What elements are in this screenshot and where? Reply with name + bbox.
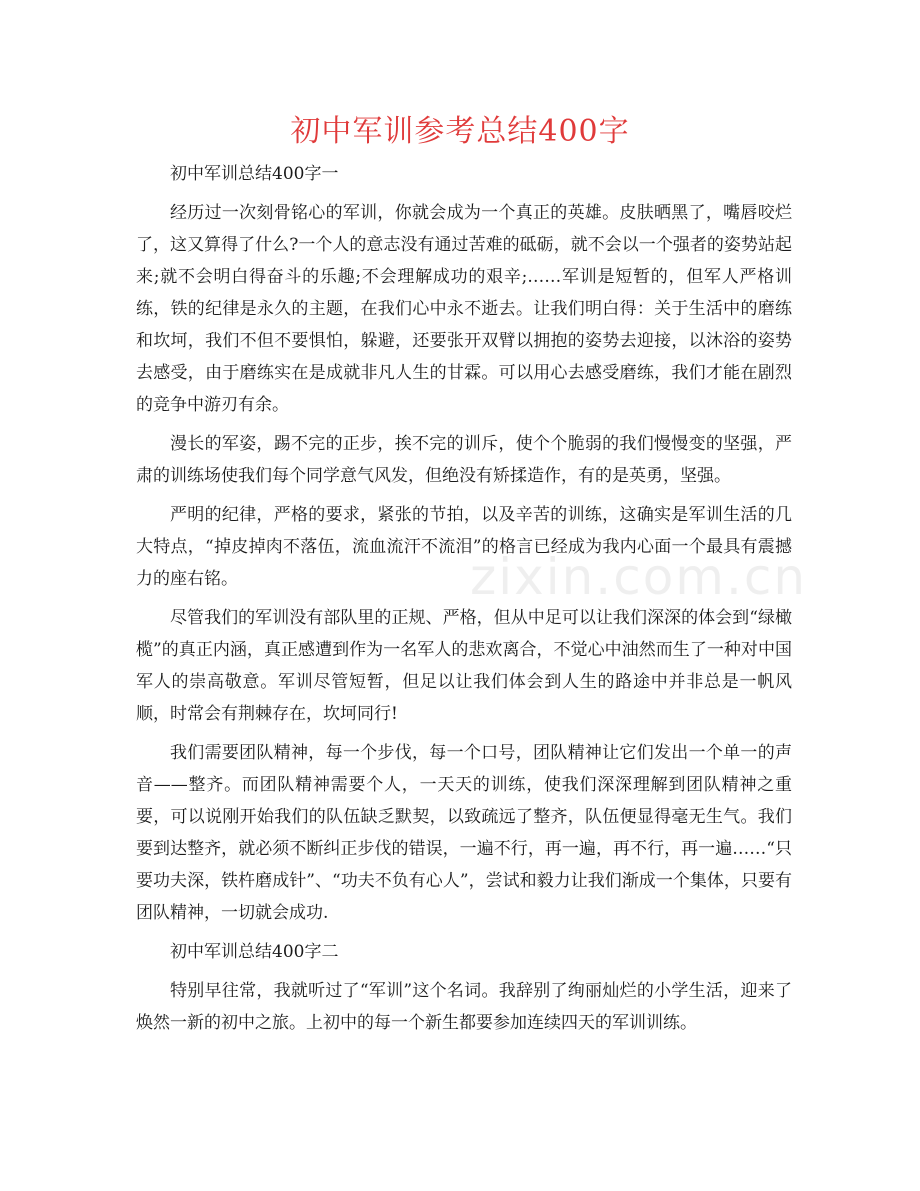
paragraph: 我们需要团队精神，每一个步伐，每一个口号，团队精神让它们发出一个单一的声音——整齐。而团队精神需要个人，一天天的训练，使我们深深理解到团队精神之重要，可以说刚开始我们的队伍缺乏默契，以致疏远了整齐，队伍便显得毫无生气。我们要到达整齐，就必须不断纠正步伐的错误，一遍不行，再一遍，再不行，再一遍……“只要功夫深，铁杵磨成针”、“功夫不负有心人”，尝试和毅力让我们渐成一个集体，只要有团队精神，一切就会成功. — [136, 743, 792, 923]
watermark: zixin.com.cn — [470, 548, 808, 606]
section-heading-1: 初中军训总结400字一 — [170, 164, 339, 184]
section-heading-2: 初中军训总结400字二 — [170, 942, 339, 962]
paragraph: 特别早往常，我就听过了“军训”这个名词。我辞别了绚丽灿烂的小学生活，迎来了焕然一新的初中之旅。上初中的每一个新生都要参加连续四天的军训训练。 — [136, 981, 792, 1033]
paragraph: 尽管我们的军训没有部队里的正规、严格，但从中足可以让我们深深的体会到“绿橄榄”的真正内涵，真正感遭到作为一名军人的悲欢离合，不觉心中油然而生了一种对中国军人的崇高敬意。军训尽管短暂，但足以让我们体会到人生的路途中并非总是一帆风顺，时常会有荆棘存在，坎坷同行! — [136, 608, 792, 724]
document-title: 初中军训参考总结400字 — [290, 114, 630, 149]
paragraph: 漫长的军姿，踢不完的正步，挨不完的训斥，使个个脆弱的我们慢慢变的坚强，严肃的训练场使我们每个同学意气风发，但绝没有矫揉造作，有的是英勇，坚强。 — [136, 434, 792, 486]
paragraph: 严明的纪律，严格的要求，紧张的节拍，以及辛苦的训练，这确实是军训生活的几大特点，“掉皮掉肉不落伍，流血流汗不流泪”的格言已经成为我内心面一个最具有震撼力的座右铭。 — [136, 505, 792, 589]
document-body — [136, 158, 792, 1046]
paragraph: 经历过一次刻骨铭心的军训，你就会成为一个真正的英雄。皮肤晒黑了，嘴唇咬烂了，这又算得了什么?一个人的意志没有通过苦难的砥砺，就不会以一个强者的姿势站起来;就不会明白得奋斗的乐趣;不会理解成功的艰辛;……军训是短暂的，但军人严格训练，铁的纪律是永久的主题，在我们心中永不逝去。让我们明白得：关于生活中的磨练和坎坷，我们不但不要惧怕，躲避，还要张开双臂以拥抱的姿势去迎接，以沐浴的姿势去感受，由于磨练实在是成就非凡人生的甘霖。可以用心去感受磨练，我们才能在剧烈的竞争中游刃有余。 — [136, 203, 792, 415]
